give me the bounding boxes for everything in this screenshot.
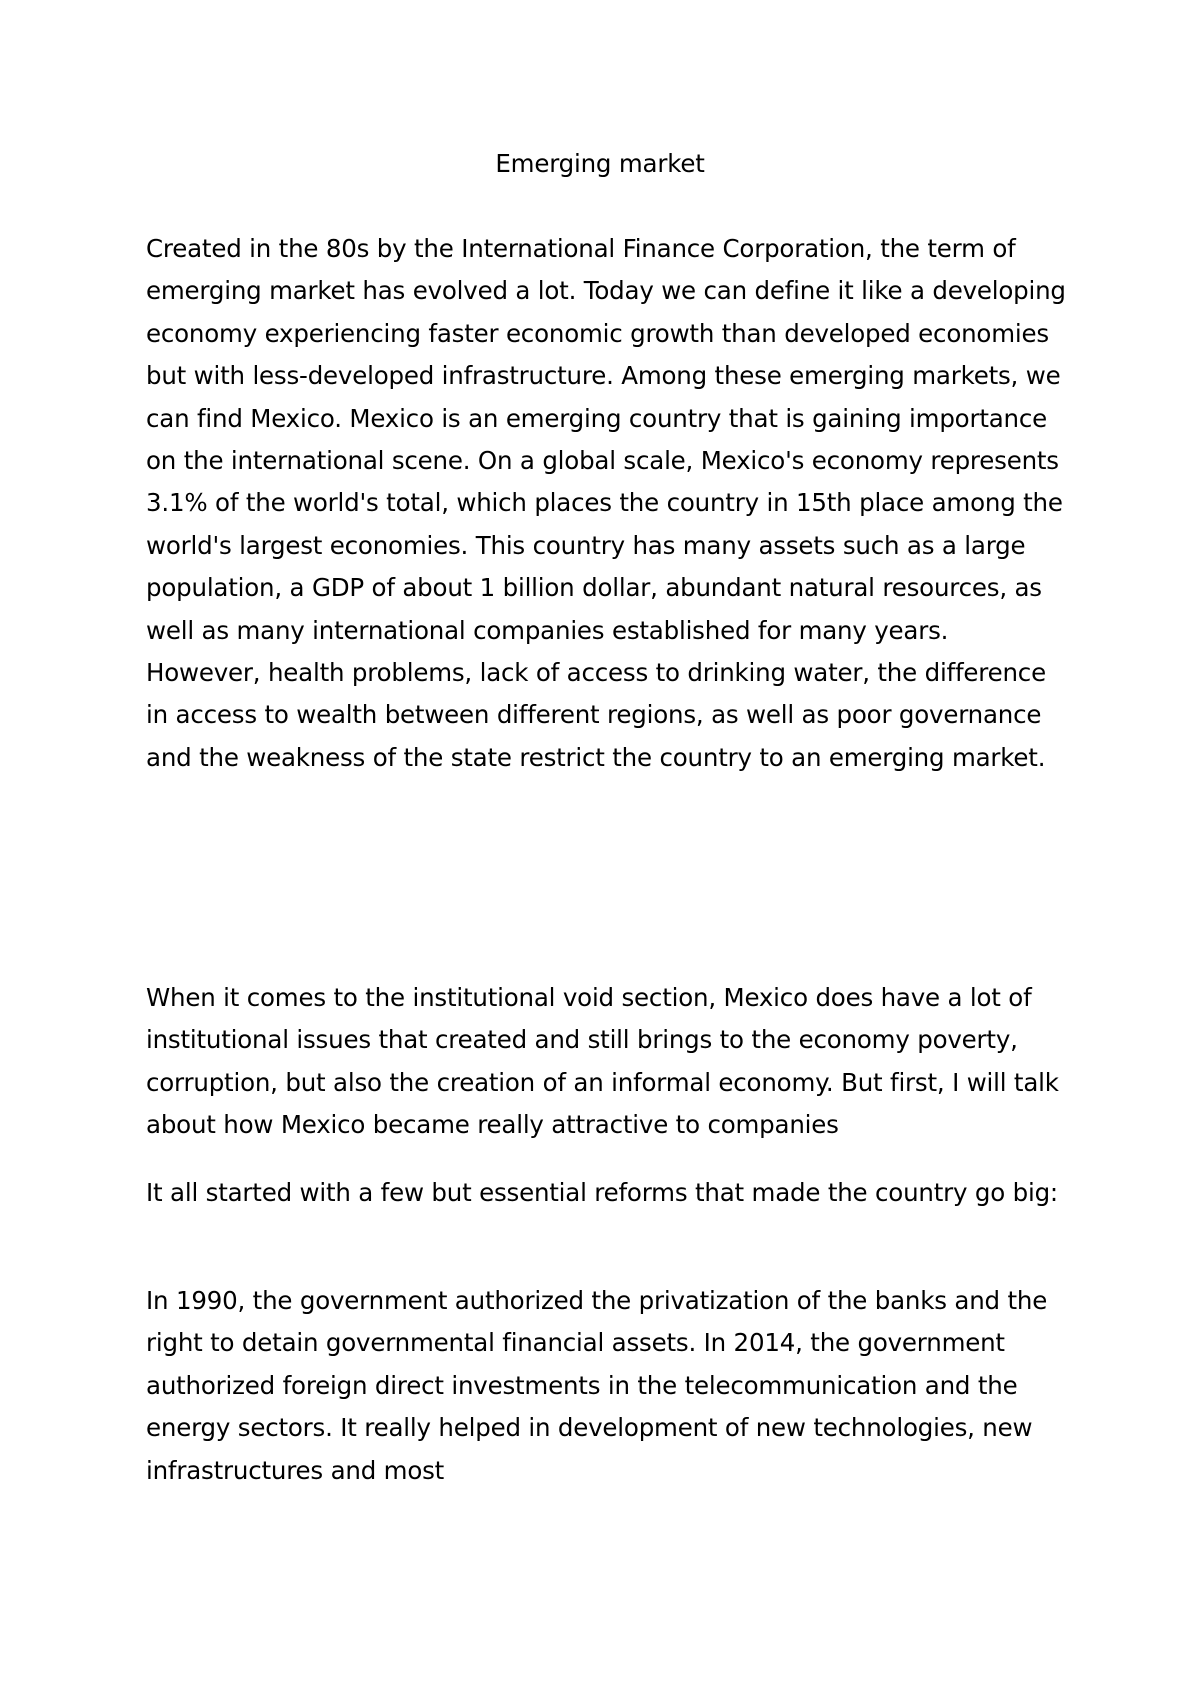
- paragraph-emerging-market-definition: Created in the 80s by the International Finance Corporation, the term of emerging market has evolved a lot. Today we can define it like a developing economy experiencing faster economic growth than developed economies but with less-developed infrastructure. Among these emerging markets, we can find Mexico. Mexico is an emerging country that is gaining importance on the international scene. On a global scale, Mexico's economy represents 3.1% of the world's total, which places the country in 15th place among the world's largest economies. This country has many assets such as a large population, a GDP of about 1 billion dollar, abundant natural resources, as well as many international companies established for many years. However, health problems, lack of access to drinking water, the difference in access to wealth between different regions, as well as poor governance and the weakness of the state restrict the country to an emerging market.: [146, 234, 1066, 772]
- document-title: Emerging market: [495, 149, 705, 178]
- paragraph-institutional-void: When it comes to the institutional void section, Mexico does have a lot of institutional issues that created and still brings to the economy poverty, corruption, but also the creation of an informal economy. But first, I will talk about how Mexico became really attractive to companies: [146, 983, 1059, 1140]
- paragraph-reforms-intro: It all started with a few but essential reforms that made the country go big:: [146, 1178, 1058, 1207]
- paragraph-reforms-details: In 1990, the government authorized the privatization of the banks and the right to detain governmental financial assets. In 2014, the government authorized foreign direct investments in the telecommunication and the energy sectors. It really helped in development of new technologies, new infrastructures and most: [146, 1286, 1048, 1485]
